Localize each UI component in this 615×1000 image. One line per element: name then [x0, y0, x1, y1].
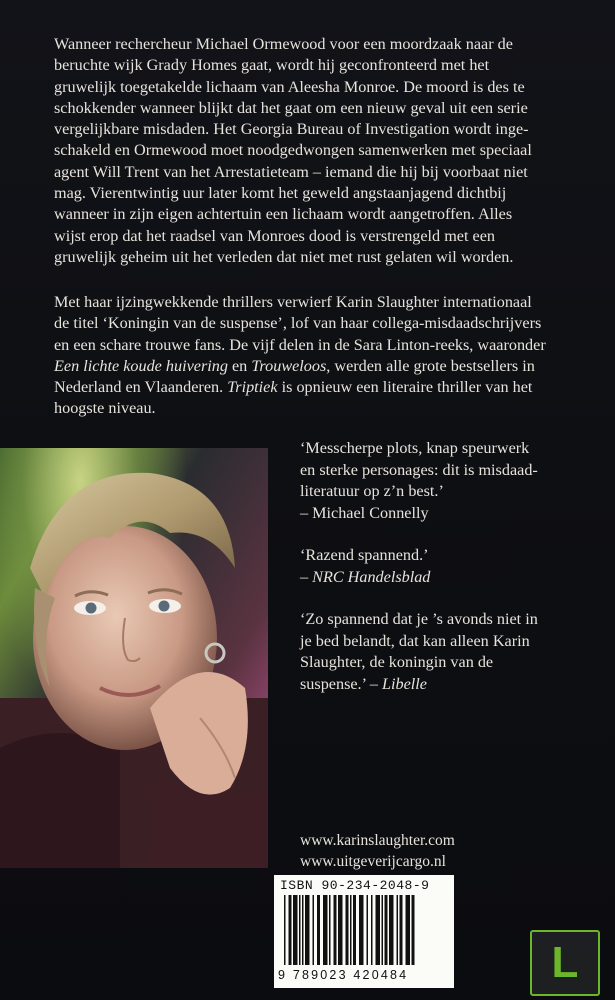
quote-line: ‘Messcherpe plots, knap speurwerk	[300, 439, 530, 457]
barcode-bar	[400, 895, 403, 965]
author-line	[54, 377, 574, 398]
isbn-number: ISBN 90-234-2048-9	[280, 878, 430, 893]
author-website: www.karinslaughter.com	[300, 832, 455, 849]
book-title-italic: Triptiek	[227, 378, 278, 397]
author-line: en een schare trouwe fans. De vijf delen in de Sara Linton-reeks, waaronder	[54, 335, 546, 354]
synopsis-line: beruchte wijk Grady Homes gaat, wordt hij geconfronteerd met het	[54, 56, 490, 75]
quote-attribution	[300, 567, 600, 589]
ean-number: 9 789023 420484	[278, 968, 409, 982]
quote-line: je bed belandt, dat kan alleen Karin	[300, 631, 530, 650]
author-text: is opnieuw een literaire thriller van het	[277, 378, 533, 397]
barcode-bar	[284, 895, 286, 965]
synopsis-line: mag. Vierentwintig uur later komt het geweld angstaanjagend dichtbij	[54, 184, 507, 203]
barcode-bar	[406, 895, 411, 965]
barcode-bar	[382, 895, 384, 965]
barcode-bar	[371, 895, 373, 965]
barcode-bar	[353, 895, 356, 965]
review-quote	[300, 545, 600, 588]
synopsis-line: gruwelijk toegetakelde lichaam van Aleesha Monroe. De moord is des te	[54, 77, 525, 96]
synopsis-line: Wanneer rechercheur Michael Ormewood voor een moordzaak naar de	[54, 35, 513, 53]
book-title-italic: Trouweloos	[251, 356, 327, 375]
barcode-bar	[389, 895, 394, 965]
barcode-bar	[299, 895, 301, 965]
barcode-bar	[289, 895, 292, 965]
quote-line: literatuur op z’n best.’	[300, 482, 444, 500]
book-title-italic: Een lichte koude huivering	[54, 356, 228, 375]
author-paragraph	[54, 292, 574, 420]
author-line: de titel ‘Koningin van de suspense’, lof van haar collega-misdaadschrijvers	[54, 314, 542, 333]
synopsis-line: schokkender wanneer blijkt dat het gaat om een nieuw geval uit een serie	[54, 98, 528, 117]
barcode-bar	[359, 895, 364, 965]
barcode-bars	[278, 895, 450, 967]
attribution-source: NRC Handelsblad	[312, 567, 431, 586]
quote-attribution: – Michael Connelly	[300, 503, 429, 522]
barcode-bar	[293, 895, 298, 965]
author-text: Nederland en Vlaanderen.	[54, 378, 228, 397]
author-portrait-illustration	[0, 448, 268, 868]
barcode-bar	[317, 895, 320, 965]
quote-line: ‘Razend spannend.’	[300, 546, 429, 564]
barcode-bar	[397, 895, 399, 965]
quote-line: ‘Zo spannend dat je ’s avonds niet in	[300, 610, 538, 628]
barcode-bar	[302, 895, 304, 965]
quote-line: suspense.’ –	[300, 674, 382, 693]
barcode-bar	[350, 895, 352, 965]
barcode-bar	[329, 895, 331, 965]
watermark-logo	[530, 930, 600, 996]
review-quotes	[300, 438, 600, 716]
synopsis-line: vergelijkbare misdaden. Het Georgia Bureau of Investigation wordt inge-	[54, 120, 529, 139]
attribution-dash: –	[300, 567, 313, 586]
author-line: hoogste niveau.	[54, 399, 156, 418]
quote-line: en sterke personages: dit is misdaad-	[300, 460, 538, 479]
barcode-label	[274, 875, 454, 988]
review-quote	[300, 438, 600, 524]
review-quote	[300, 609, 600, 695]
author-text: , werden alle grote bestsellers in	[326, 356, 535, 375]
barcode-bar	[412, 895, 415, 965]
synopsis-paragraph	[54, 34, 574, 268]
synopsis-line: schakeld en Ormewood moet noodgedwongen samenwerken met speciaal	[54, 141, 532, 160]
author-line	[54, 356, 574, 377]
barcode-bar	[323, 895, 328, 965]
barcode-bar	[346, 895, 349, 965]
author-text: en	[227, 356, 252, 375]
author-line: Met haar ijzingwekkende thrillers verwierf Karin Slaughter internationaal	[54, 293, 532, 311]
synopsis-line: wijst erop dat het raadsel van Monroes dood is verstrengeld met een	[54, 226, 495, 245]
author-photo	[0, 448, 268, 868]
barcode-bar	[313, 895, 315, 965]
barcode-bar	[338, 895, 343, 965]
synopsis-line: wanneer in zijn eigen achtertuin een lichaam wordt aangetroffen. Alles	[54, 205, 513, 224]
synopsis-line: gruwelijk geheim uit het verleden dat niet met rust gelaten wil worden.	[54, 247, 514, 266]
quote-line: Slaughter, de koningin van de	[300, 653, 494, 671]
barcode-bar	[367, 895, 369, 965]
attribution-source: Libelle	[381, 674, 427, 693]
watermark-letter: L	[551, 938, 579, 987]
barcode-bar	[334, 895, 337, 965]
barcode-bar	[305, 895, 310, 965]
publisher-website: www.uitgeverijcargo.nl	[300, 853, 446, 870]
website-links	[300, 830, 600, 872]
barcode-bar	[385, 895, 388, 965]
barcode-bar	[376, 895, 381, 965]
synopsis-line: agent Will Trent van het Arrestatieteam – iemand die hij bij voorbaat niet	[54, 162, 528, 181]
